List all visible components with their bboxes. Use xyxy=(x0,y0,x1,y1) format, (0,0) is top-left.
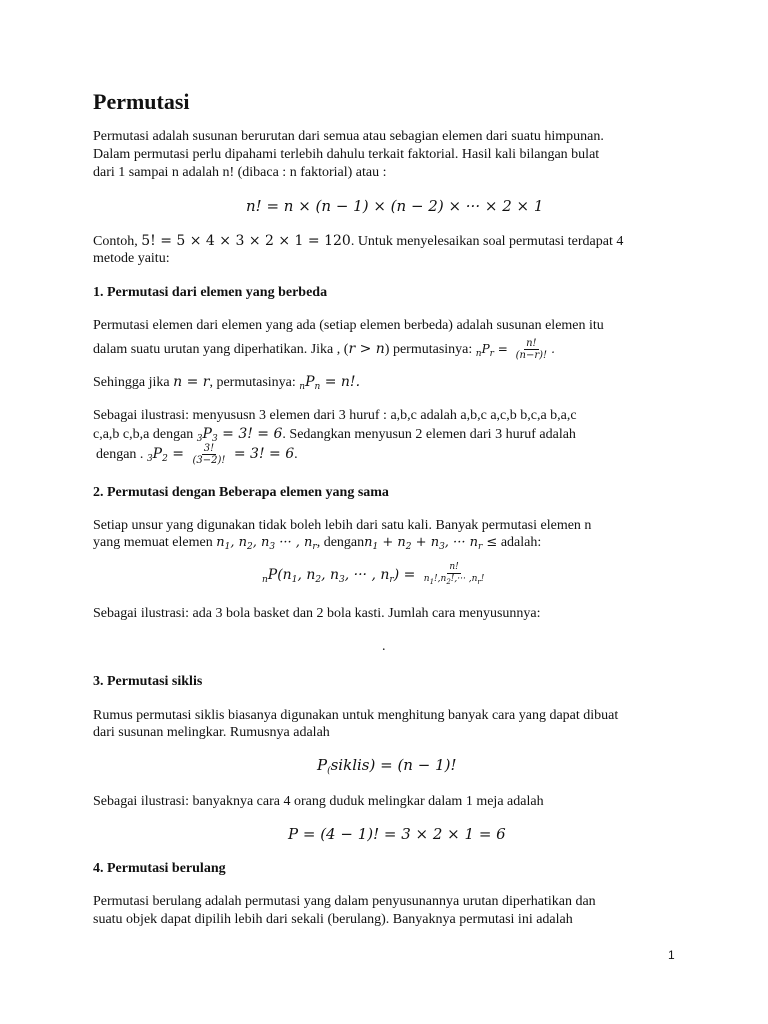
n-factorial-value: = n! xyxy=(324,374,356,390)
illustration-text-c: dengan . xyxy=(96,447,144,462)
section-2-illustration: Sebagai ilustrasi: ada 3 bola basket dan 2 bola kasti. Jumlah cara menyusunnya: xyxy=(93,606,541,621)
section-1-line-2-text: dalam suatu urutan yang diperhatikan. Jika , ( xyxy=(93,342,349,357)
permutation-3p3-value: = 3! = 6 xyxy=(222,426,283,442)
cyclic-permutation-value: = (n − 1)! xyxy=(380,756,457,774)
illustration-text-a: c,a,b c,b,a dengan xyxy=(93,427,194,442)
section-1-heading: 1. Permutasi dari elemen yang berbeda xyxy=(93,285,328,300)
permutation-3p2-value: = 3! = 6 xyxy=(233,446,295,462)
intro-line-2: Dalam permutasi perlu dipahami terlebih dahulu terkait faktorial. Hasil kali bilangan bulat xyxy=(93,147,600,162)
multiset-permutation-formula: $_nP(n_1$, $n_2$, $n_3$, ··· , $n_r$) = $\frac{n!}{n_1!,n_2!,\cdot\cdot\cdot ,n_r!}$ xyxy=(262,562,485,586)
section-3-line-2: dari susunan melingkar. Rumusnya adalah xyxy=(93,725,330,740)
section-3-line-1: Rumus permutasi siklis biasanya digunakan untuk menghitung banyak cara yang dapat dibuat xyxy=(93,708,619,723)
elements-sum-condition: $n_1 + n_2 + n_3$, ··· $n_r$ ≤ xyxy=(364,535,498,552)
section-2-line-2-text-b: , dengan xyxy=(316,535,365,550)
factorial-formula: n! = n × (n − 1) × (n − 2) × ··· × 2 × 1 xyxy=(246,197,544,215)
section-2-heading: 2. Permutasi dengan Beberapa elemen yang sama xyxy=(93,485,389,500)
section-2-dot: . xyxy=(382,639,386,654)
section-4-line-1: Permutasi berulang adalah permutasi yang dalam penyusunannya urutan diperhatikan dan xyxy=(93,894,596,909)
intro-line-3: dari 1 sampai n adalah n! (dibaca : n faktorial) atau : xyxy=(93,165,387,180)
example-formula: 5! = 5 × 4 × 3 × 2 × 1 = 120 xyxy=(141,233,351,249)
section-2-line-2-text-c: adalah: xyxy=(500,535,542,550)
section-3-heading: 3. Permutasi siklis xyxy=(93,674,203,689)
example-line-1 xyxy=(93,232,623,251)
condition-r-gt-n: r > n xyxy=(348,341,385,357)
section-3-illustration: Sebagai ilustrasi: banyaknya cara 4 orang duduk melingkar dalam 1 meja adalah xyxy=(93,794,544,809)
section-4-line-2: suatu objek dapat dipilih lebih dari sekali (berulang). Banyaknya permutasi ini adalah xyxy=(93,912,573,927)
fraction-denominator: (3−2)! xyxy=(192,454,226,466)
cyclic-illustration-formula: P = (4 − 1)! = 3 × 2 × 1 = 6 xyxy=(288,825,506,843)
intro-line-1: Permutasi adalah susunan berurutan dari semua atau sebagian elemen dari suatu himpunan. xyxy=(93,129,604,144)
permutation-formula-distinct: $_nP_r$ = $\frac{n!}{(n-r)!}$ . xyxy=(475,338,555,361)
section-1-line-3 xyxy=(93,373,360,396)
page-number: 1 xyxy=(668,948,675,962)
section-1-line-2 xyxy=(93,338,555,365)
condition-n-eq-r: n = r xyxy=(173,374,210,390)
permutation-3p2-formula: $_3P_2$ = $\frac{3!}{(3-2)!}$ = 3! = 6 xyxy=(146,442,295,466)
section-2-line-2-text-a: yang memuat elemen xyxy=(93,535,213,550)
section-1-illustration-line-3: dengan . $_3P_2$ = $\frac{3!}{(3-2)!}$ = 3! = 6. xyxy=(96,442,298,466)
example-prefix: Contoh, xyxy=(93,234,138,249)
section-1-line-1: Permutasi elemen dari elemen yang ada (setiap elemen berbeda) adalah susunan elemen itu xyxy=(93,318,604,333)
example-suffix: . Untuk menyelesaikan soal permutasi terdapat 4 xyxy=(350,234,624,249)
elements-list: $n_1$, $n_2$, $n_3$ ··· , $n_r$ xyxy=(216,535,317,552)
section-4-heading: 4. Permutasi berulang xyxy=(93,861,226,876)
cyclic-permutation-formula: $P_(siklis) = (n - 1)$! xyxy=(317,756,457,776)
page-title: Permutasi xyxy=(93,89,190,114)
example-line-2: metode yaitu: xyxy=(93,251,170,266)
permutation-3p3-formula: $_3P_3 = 3$! = 6 xyxy=(196,426,283,444)
section-1-illustration-line-1: Sebagai ilustrasi: menyususn 3 elemen dari 3 huruf : a,b,c adalah a,b,c a,c,b b,c,a b,a,c xyxy=(93,408,577,423)
section-1-line-3-text: Sehingga jika xyxy=(93,375,170,390)
section-1-line-2-text-b: ) permutasinya: xyxy=(384,342,473,357)
fraction-numerator: 3! xyxy=(203,442,215,454)
section-2-line-2 xyxy=(93,534,541,556)
section-1-line-3-text-b: , permutasinya: xyxy=(209,375,296,390)
section-2-line-1: Setiap unsur yang digunakan tidak boleh lebih dari satu kali. Banyak permutasi elemen n xyxy=(93,518,592,533)
permutation-n-factorial: $_nP_n = n$!. xyxy=(299,374,361,392)
illustration-text-b: . Sedangkan menyusun 2 elemen dari 3 huruf adalah xyxy=(282,427,576,442)
multiset-numerator: n! xyxy=(449,562,459,572)
